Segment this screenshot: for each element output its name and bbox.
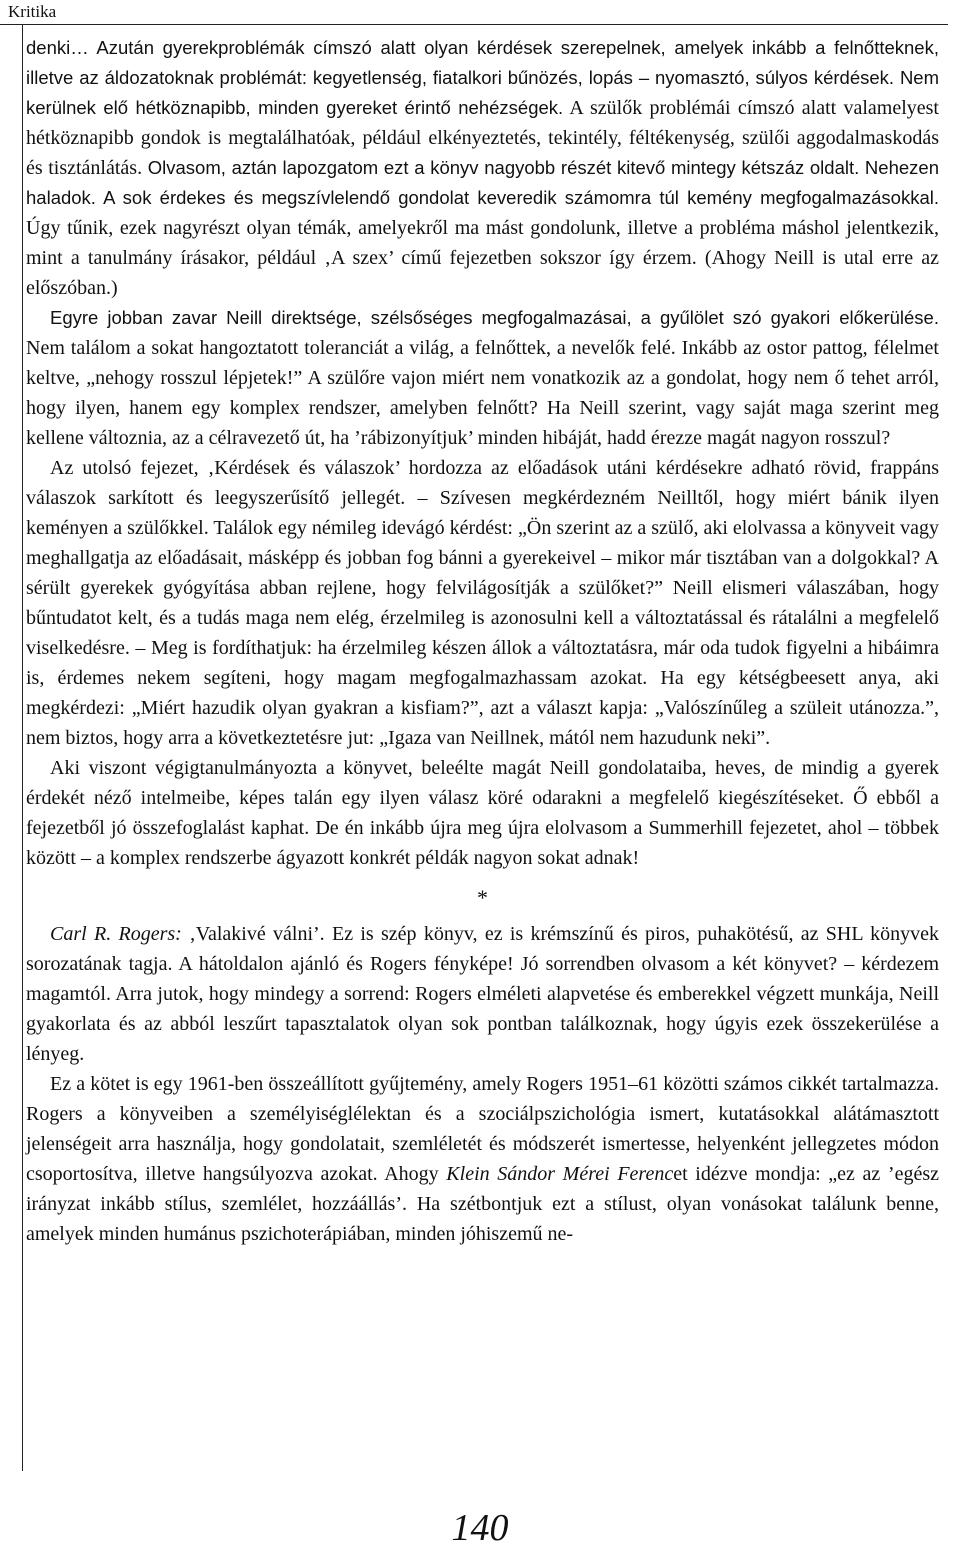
paragraph-2 [26,303,939,453]
rogers-paragraph-1-text: ‚Valakivé válni’. Ez is szép könyv, ez is krémszínű és piros, puhakötésű, az SHL könyvek sorozatának tagja. A hátoldalon ajánló és Rogers fényképe! Jó sorrendben olvasom a két könyvet? – kérdezem magamtól. Arra jutok, hogy mindegy a sorrend: Rogers elméleti alapvetése és emberekkel végzett munkája, Neill gyakorlata és az abból leszűrt tapasztalatok olyan sok pontban találkoznak, hogy úgyis ezek összekerülése a lényeg. [26,923,939,1065]
paragraph-1-serif-part: A szülők problémái címszó alatt valamelyest hétköznapibb gondok is megtalálhatóak, például elkényeztetés, tekintély, féltékenység, szülői aggodalmaskodás és tisztánlátás. [26,97,939,179]
paragraph-2-sans-part: Egyre jobban zavar Neill direktsége, szélsőséges megfogalmazásai, a gyűlölet szó gyakori előkerülése. [50,307,939,328]
section-separator: * [477,885,488,910]
rogers-author: Carl R. Rogers: [50,923,182,945]
paragraph-1-sans-part: denki… Azután gyerekproblémák címszó alatt olyan kérdések szerepelnek, amelyek inkább a felnőtteknek, illetve az áldozatoknak problémát: kegyetlenség, fiatalkori bűnözés, lopás – nyomasztó, súlyos kérdések. Nem kerülnek elő hétköznapibb, minden gyereket érintő nehézségek. [26,37,939,118]
rogers-paragraph-2-after: et idézve mondja: „ez az ’egész irányzat inkább stílus, szemlélet, hozzáállás’. Ha szétbontjuk ezt a stílust, olyan vonásokat találunk benne, amelyek minden humánus pszichoterápiában, minden jóhiszemű ne- [26,1163,940,1245]
paragraph-1 [26,33,939,303]
paragraph-1-serif-part-2: Úgy tűnik, ezek nagyrészt olyan témák, amelyekről ma mást gondolunk, illetve a probléma máshol jelentkezik, mint a tanulmány írásakor, például ‚A szex’ című fejezetben sokszor így érzem. (Ahogy Neill is utal erre az előszóban.) [26,217,939,299]
left-margin-rule [22,24,23,1471]
paragraph-2-serif-part: Nem találom a sokat hangoztatott toleranciát a világ, a felnőttek, a nevelők felé. Inkább az ostor pattog, félelmet keltve, „nehogy rosszul lépjetek!” A szülőre vajon miért nem vonatkozik az a gondolat, hogy nem ő tehet arról, hogy ilyen, hanem egy komplex rendszer, amelyben felnőtt? Ha Neill szerint, vagy saját maga szerint meg kellene változnia, az a célravezető út, ha ’rábizonyítjuk’ minden hibáját, hadd érezze magát nagyon rosszul? [26,337,939,449]
paragraph-1-sans-part-2: Olvasom, aztán lapozgatom ezt a könyv nagyobb részét kitevő mintegy kétszáz oldalt. Nehezen haladok. A sok érdekes és megszívlelendő gondolat keveredik számomra túl kemény megfogalmazásokkal. [26,157,939,208]
paragraph-3: Az utolsó fejezet, ‚Kérdések és válaszok’ hordozza az előadások utáni kérdésekre adható rövid, frappáns válaszok sarkított és leegyszerűsítő jellegét. – Szívesen megkérdezném Neilltől, hogy miért bánik ilyen keményen a szülőkkel. Találok egy némileg idevágó kérdést: „Ön szerint az a szülő, aki elolvassa a könyveit vagy meghallgatja az előadásait, másképp és jobban fog bánni a gyerekeivel – mikor már tisztában van a dolgokkal? A sérült gyerekek gyógyítása abban rejlene, hogy felvilágosítják a szülőket?” Neill elismeri válaszában, hogy bűntudatot kelt, és a tudás maga nem elég, érzelmileg is azonosulni kell a változtatással és rátalálni a megfelelő viselkedésre. – Meg is fordíthatjuk: ha érzelmileg készen állok a változtatásra, már oda tudok figyelni a hibáimra is, érdemes nekem segíteni, hogy magam megfogalmazhassam azokat. Ha egy kétségbeesett anya, aki megkérdezi: „Miért hazudik olyan gyakran a kisfiam?”, azt a választ kapja: „Valószínűleg a szüleit utánozza.”, nem biztos, hogy arra a következtetésre jut: „Igaza van Neillnek, mától nem hazudunk neki”. [26,457,939,749]
rogers-paragraph-2-before: Ez a kötet is egy 1961-ben összeállított gyűjtemény, amely Rogers 1951–61 közötti számos cikkét tartalmazza. Rogers a könyveiben a személyiséglélektan és a szociálpszichológia ismert, kutatásokkal alátámasztott jelenségeit arra használja, hogy gondolatait, szemléletét és módszerét ismertesse, helyenként jellegzetes módon csoportosítva, illetve hangsúlyozva azokat. Ahogy [26,1073,939,1185]
rogers-paragraph-2 [26,1069,939,1249]
header-rule [0,24,948,25]
rogers-paragraph-2-names: Klein Sándor Mérei Ferenc [446,1163,674,1185]
article-body [26,33,939,1249]
running-header: Kritika [8,2,57,21]
rogers-paragraph-1 [26,919,939,1069]
paragraph-4: Aki viszont végigtanulmányozta a könyvet, beleélte magát Neill gondolataiba, heves, de mindig a gyerek érdekét néző intelmeibe, képes talán egy ilyen válasz köré odarakni a megfelelő kiegészítéseket. Ő ebből a fejezetből jó összefoglalást kaphat. De én inkább újra meg újra elolvasom a Summerhill fejezetet, ahol – többek között – a komplex rendszerbe ágyazott konkrét példák nagyon sokat adnak! [26,757,939,869]
page-number: 140 [451,1507,509,1549]
